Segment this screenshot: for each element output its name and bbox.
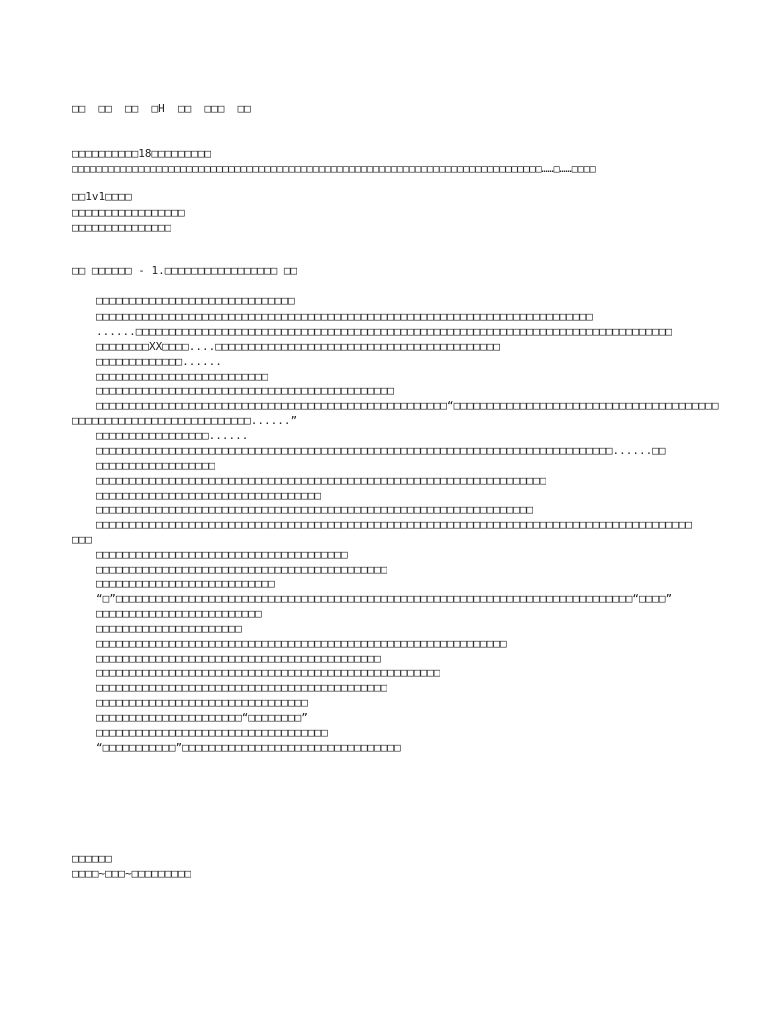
intro-line-1: □□□□□□□□□□18□□□□□□□□□	[72, 147, 212, 160]
body-line: □□□□□□□□□□□□□□□□□□	[96, 459, 216, 472]
body-line: □□□□□□□□□□□□□□□□□□□□□□□□□□□□□□□□□□□□□□□□□□□□□□□□□□□□□□□□□□□□□□□□□□□□□□□□□□□□□□......□□	[96, 444, 666, 457]
body-line: □□□□□□□□□□□□□□□□□□□□□□□□□□□□□□□□□□□□□□□□□□□□□□□□□□□□□□□□□□□□□□	[96, 637, 507, 650]
body-line: □□□□□□□□□□□□□□□□□......	[96, 429, 249, 442]
body-line: □□□□□□□□□□□□□□□□□□□□□□□□□□□□□□□□□□□□□□	[96, 548, 348, 561]
footer-line-1: □□□□□□	[72, 852, 112, 865]
body-line: □□□□□□□□□□□□□□□□□□□□□□□□□□	[96, 370, 269, 383]
tag-line-2: □□□□□□□□□□□□□□□□□	[72, 206, 185, 219]
body-line: □□□□□□□□□□□□□□□□□□□□□□□□□□□□□□□□	[96, 696, 308, 709]
body-line: □□□□□□□□□□□□□□□□□□□□□□□□□□□□□□□□□□□	[96, 726, 328, 739]
body-line: □□□□□□□□□□□□□□□□□□□□□□□□□□□□□□	[96, 294, 295, 307]
body-line: □□□□□□□□□□□□□□□□□□□□□□□□□□□□□□□□□□□□□□□□□□□□	[96, 681, 388, 694]
body-line: ......□□□□□□□□□□□□□□□□□□□□□□□□□□□□□□□□□□□□□□□□□□□□□□□□□□□□□□□□□□□□□□□□□□□□□□□□□□□□□□□□□	[96, 325, 673, 338]
body-line: □□□□□□□□□□□□□□□□□□□□□□□□□□□□□□□□□□□□□□□□□□□□□	[96, 384, 395, 397]
body-line: □□□□□□□□□□□□□□□□□□□□□□□□□□□......”	[72, 414, 298, 427]
body-line: “□”□□□□□□□□□□□□□□□□□□□□□□□□□□□□□□□□□□□□□□□□□□□□□□□□□□□□□□□□□□□□□□□□□□□□□□□□□□□□□□“□□□□”	[96, 592, 673, 605]
body-line: □□□□□□□□□□□□□□□□□□□□□□□□□□□□□□□□□□□□□□□□□□□□□□□□□□□□□□□□□□□□□□□□□□□□	[96, 474, 547, 487]
body-line: □□□□□□□□□□□□□□□□□□□□□□□□□□□□□□□□□□	[96, 489, 322, 502]
body-line: “□□□□□□□□□□□”□□□□□□□□□□□□□□□□□□□□□□□□□□□□□□□□□	[96, 741, 401, 754]
tag-line-3: □□□□□□□□□□□□□□□	[72, 221, 172, 234]
body-line: □□□□□□□□□□□□□□□□□□□□□□□□□□□□□□□□□□□□□□□□□□□□□□□□□□□□□“□□□□□□□□□□□□□□□□□□□□□□□□□□□□□□□□□□□□□□□□	[96, 399, 719, 412]
header-nav[interactable]: □□ □□ □□ □H □□ □□□ □□	[72, 102, 251, 115]
intro-line-2: □□□□□□□□□□□□□□□□□□□□□□□□□□□□□□□□□□□□□□□□□□□□□□□□□□□□□□□□□□□□□□□□□□□□□□□□□□□□□□……□……□□□□	[72, 164, 596, 175]
body-line: □□□□□□□□□□□□□□□□□□□□□□□□□□□□□□□□□□□□□□□□□□□□	[96, 563, 388, 576]
body-line: □□□□□□□□□□□□□□□□□□□□□□□□□□□□□□□□□□□□□□□□□□□□□□□□□□□□□□□□□□□□□□□□□□	[96, 503, 534, 516]
chapter-title[interactable]: □□ □□□□□□ - 1.□□□□□□□□□□□□□□□□□ □□	[72, 264, 298, 277]
tag-line-1: □□1v1□□□□	[72, 190, 132, 203]
body-line: □□□	[72, 533, 92, 546]
body-line: □□□□□□□□XX□□□□....□□□□□□□□□□□□□□□□□□□□□□□□□□□□□□□□□□□□□□□□□□□	[96, 340, 500, 353]
body-line: □□□□□□□□□□□□□......	[96, 355, 222, 368]
body-line: □□□□□□□□□□□□□□□□□□□□□□□□□□□	[96, 577, 275, 590]
body-line: □□□□□□□□□□□□□□□□□□□□□□□□□□□□□□□□□□□□□□□□□□□	[96, 652, 381, 665]
body-line: □□□□□□□□□□□□□□□□□□□□□□□□□□□□□□□□□□□□□□□□□□□□□□□□□□□□□□□□□□□□□□□□□□□□□□□□□□□□□□□□□□□□□□□□□□	[96, 518, 693, 531]
body-line: □□□□□□□□□□□□□□□□□□□□□□□□□	[96, 607, 262, 620]
footer-line-2[interactable]: □□□□~□□□~□□□□□□□□□	[72, 867, 192, 880]
body-line: □□□□□□□□□□□□□□□□□□□□□□□□□□□□□□□□□□□□□□□□□□□□□□□□□□□□	[96, 666, 441, 679]
body-line: □□□□□□□□□□□□□□□□□□□□□□“□□□□□□□□”	[96, 711, 308, 724]
body-line: □□□□□□□□□□□□□□□□□□□□□□□□□□□□□□□□□□□□□□□□□□□□□□□□□□□□□□□□□□□□□□□□□□□□□□□□□□□	[96, 310, 593, 323]
body-line: □□□□□□□□□□□□□□□□□□□□□□	[96, 622, 242, 635]
